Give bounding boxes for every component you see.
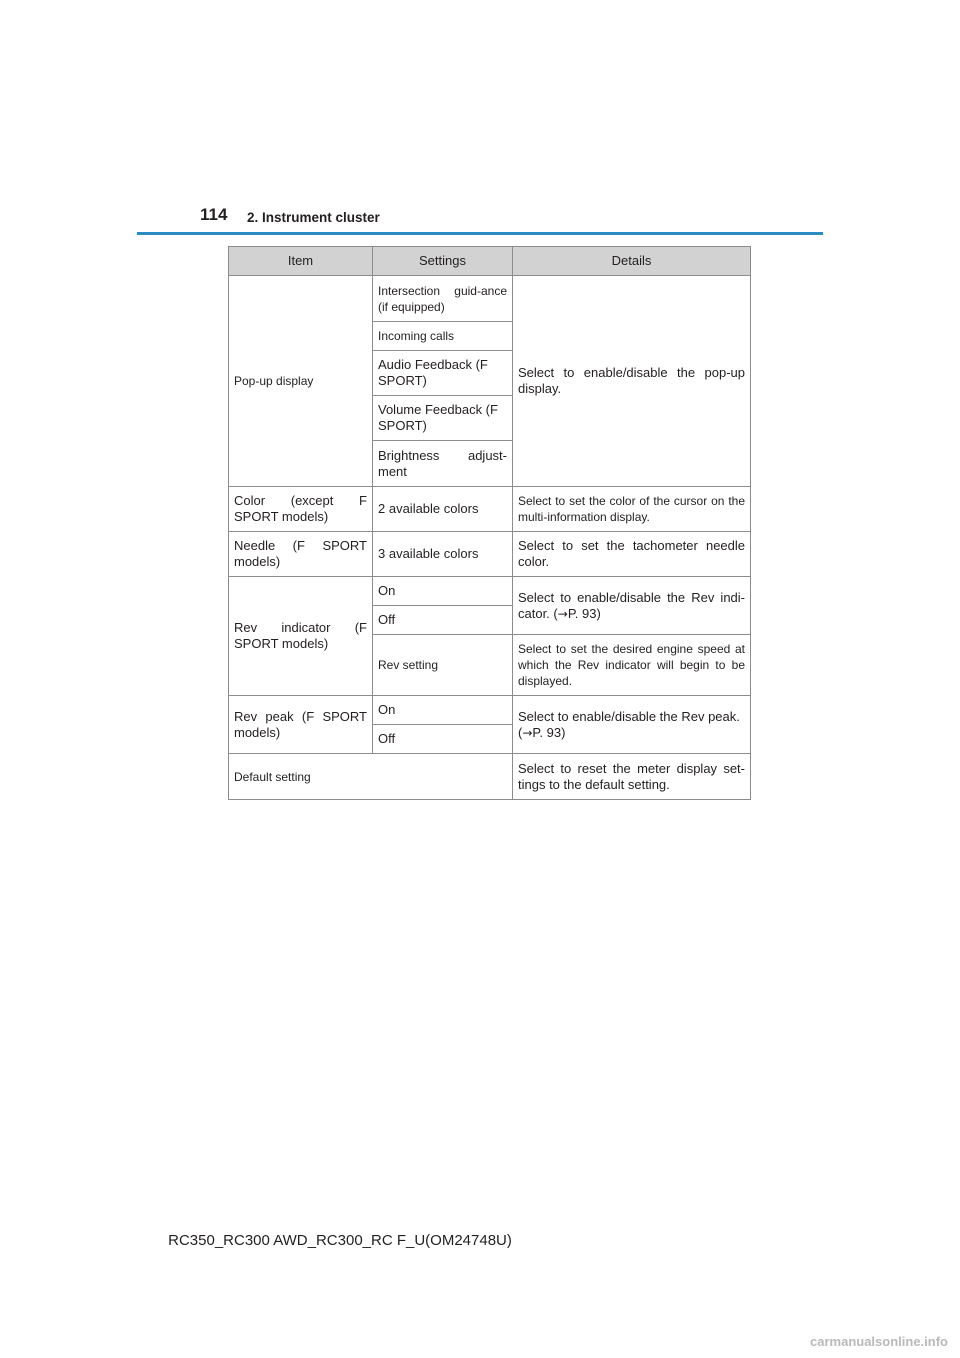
setting-2-colors: 2 available colors [373,487,513,532]
page-reference: P. 93) [532,724,566,740]
details-popup-display: Select to enable/disable the pop-up display. [513,276,751,487]
page-reference: P. 93) [567,605,601,621]
right-arrow-icon: → [557,606,568,621]
setting-brightness-adjustment: Brightness adjust-ment [373,441,513,487]
table-row [229,487,751,532]
table-row [229,754,751,800]
item-color: Color (except F SPORT models) [229,487,373,532]
details-rev-indicator-text: Select to enable/disable the Rev indi-cator. ( [518,589,745,621]
setting-audio-feedback: Audio Feedback (F SPORT) [373,351,513,396]
item-popup-display: Pop-up display [229,276,373,487]
page-number: 114 [200,205,228,224]
details-needle: Select to set the tachometer needle color. [513,532,751,577]
item-default-setting: Default setting [229,754,513,800]
details-rev-indicator [513,577,751,635]
setting-rev-peak-off: Off [373,725,513,754]
details-rev-peak-text: Select to enable/disable the Rev peak. ( [518,708,740,740]
details-color: Select to set the color of the cursor on the multi-information display. [513,487,751,532]
right-arrow-icon: → [522,725,533,740]
table-row [229,532,751,577]
settings-table [228,246,751,800]
table-row [229,577,751,606]
setting-volume-feedback: Volume Feedback (F SPORT) [373,396,513,441]
setting-3-colors: 3 available colors [373,532,513,577]
watermark: carmanualsonline.info [810,1334,948,1349]
setting-rev-setting: Rev setting [373,635,513,696]
setting-rev-indicator-on: On [373,577,513,606]
table-header-row [229,247,751,276]
item-rev-indicator: Rev indicator (F SPORT models) [229,577,373,696]
setting-rev-peak-on: On [373,696,513,725]
header-settings: Settings [373,247,513,276]
details-rev-setting: Select to set the desired engine speed at which the Rev indicator will begin to be displayed. [513,635,751,696]
item-needle: Needle (F SPORT models) [229,532,373,577]
section-title: 2. Instrument cluster [247,210,380,225]
footer-model-code: RC350_RC300 AWD_RC300_RC F_U(OM24748U) [168,1232,512,1249]
details-default-setting: Select to reset the meter display set-tings to the default setting. [513,754,751,800]
header-item: Item [229,247,373,276]
setting-intersection-guidance: Intersection guid-ance (if equipped) [373,276,513,322]
setting-incoming-calls: Incoming calls [373,322,513,351]
setting-rev-indicator-off: Off [373,606,513,635]
table-row [229,696,751,725]
table-row [229,276,751,322]
details-rev-peak [513,696,751,754]
item-rev-peak: Rev peak (F SPORT models) [229,696,373,754]
header-details: Details [513,247,751,276]
header-rule [137,232,823,235]
